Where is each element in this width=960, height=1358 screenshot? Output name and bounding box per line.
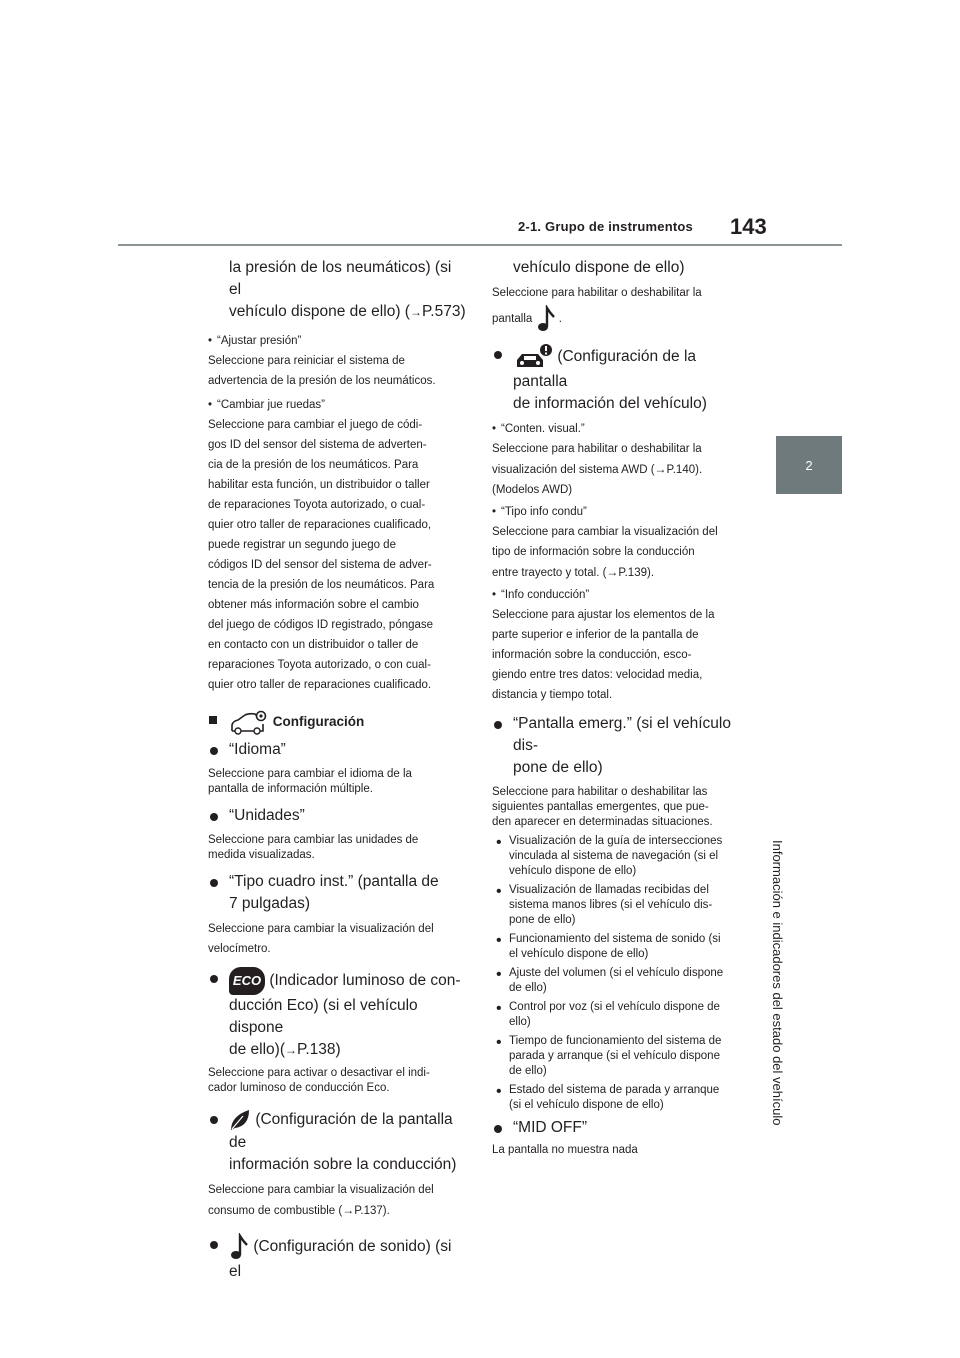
body-line: pantalla . [492,303,750,335]
list-line: • Ajuste del volumen (si el vehículo dispone [509,967,724,979]
section-title: 2-1. Grupo de instrumentos [518,219,693,234]
list-item [492,1000,750,1030]
body-line: cador luminoso de conducción Eco. [208,1082,390,1095]
body-line: Seleccione para habilitar o deshabilitar las [492,786,708,798]
option-title: pone de ello) [513,759,603,776]
list-line: parada y arranque (si el vehículo dispone [509,1050,720,1062]
page-number: 143 [730,214,767,239]
body-line: velocímetro. [208,943,271,956]
body-line: Seleccione para cambiar el idioma de la [208,768,412,781]
list-item [492,1034,750,1079]
list-item [492,966,750,996]
page-ref-link[interactable]: P.139). [618,567,655,579]
body-line: advertencia de la presión de los neumáticos. [208,375,436,387]
subsection-title: • “Conten. visual.” [492,419,750,439]
body-line: Seleccione para cambiar la visualización del [492,526,718,538]
page-ref-link[interactable]: P.140). [666,464,703,476]
option-title: de ello)(→P.138) [229,1041,341,1059]
arrow-icon: → [342,1203,355,1218]
option-title: “MID OFF” [492,1117,750,1139]
option-title: ECO (Indicador luminoso de con- [208,967,466,995]
list-line: vehículo dispone de ello) [509,865,637,877]
body-line: den aparecer en determinadas situaciones. [492,816,713,828]
list-line: • Estado del sistema de parada y arranque [509,1084,720,1096]
option-title: (Configuración de sonido) (si el [208,1233,466,1283]
list-line: • Funcionamiento del sistema de sonido (si [509,933,721,945]
body-line: obtener más información sobre el cambio [208,599,419,611]
body-line: La pantalla no muestra nada [492,1144,638,1156]
body-line: parte superior e inferior de la pantalla de [492,629,699,641]
intro-line: la presión de los neumáticos) (si el [229,259,452,298]
body-line: Seleccione para habilitar o deshabilitar la [492,443,702,455]
car-settings-icon [229,709,269,735]
list-item [492,932,750,962]
body-line: Seleccione para cambiar el juego de códi- [208,419,423,431]
option-title: información sobre la conducción) [229,1156,457,1174]
option-title: “Pantalla emerg.” (si el vehículo dis- [492,713,750,757]
list-item [492,834,750,879]
arrow-icon: → [654,462,667,476]
list-line: • Tiempo de funcionamiento del sistema de [509,1035,722,1047]
arrow-icon: → [409,305,422,319]
option-title: 7 pulgadas) [229,895,311,913]
body-line: reparaciones Toyota autorizado, o con cual- [208,659,431,671]
option-title: vehículo dispone de ello) [513,259,685,276]
list-line: vinculada al sistema de navegación (si el [509,850,719,862]
body-line: consumo de combustible (→P.137). [208,1203,390,1218]
list-line: • Visualización de llamadas recibidas del [509,884,709,896]
list-line: pone de ello) [509,914,576,926]
body-line: del juego de códigos ID registrado, póngase [208,619,434,631]
body-line: giendo entre tres datos: velocidad media, [492,669,703,681]
music-note-icon [229,1233,249,1261]
list-line: sistema manos libres (si el vehículo dis- [509,899,713,911]
body-line: quier otro taller de reparaciones cualificado. [208,679,432,691]
option-title: ducción Eco) (si el vehículo dispone [229,997,418,1037]
config-heading: Configuración [208,709,466,735]
body-line: tencia de la presión de los neumáticos. Para [208,579,435,591]
list-line: • Control por voz (si el vehículo dispone de [509,1001,720,1013]
list-line: de ello) [509,982,547,994]
arrow-icon: → [606,565,619,579]
body-line: quier otro taller de reparaciones cualificado, [208,519,432,531]
chapter-number: 2 [805,457,813,473]
body-line: distancia y tiempo total. [492,689,613,701]
body-line: tipo de información sobre la conducción [492,546,695,558]
right-column [492,257,750,1158]
list-line: ello) [509,1016,531,1028]
music-note-icon [536,305,556,333]
header-rule [118,244,842,246]
list-line: el vehículo dispone de ello) [509,948,649,960]
body-line: cia de la presión de los neumáticos. Para [208,459,419,471]
list-line: (si el vehículo dispone de ello) [509,1099,664,1111]
subsection-title: • “Cambiar jue ruedas” [208,395,466,415]
option-title: “Unidades” [208,805,466,827]
subsection-title: • “Ajustar presión” [208,331,466,351]
leaf-icon [229,1108,251,1132]
body-line: información sobre la conducción, esco- [492,649,692,661]
arrow-icon: → [285,1043,297,1058]
page-ref-link[interactable]: P.138) [297,1041,341,1059]
body-line: pantalla de información múltiple. [208,783,373,796]
chapter-tab [776,436,842,494]
option-title: de información del vehículo) [513,395,707,412]
vehicle-info-icon [513,343,553,371]
body-line: habilitar esta función, un distribuidor o taller [208,479,430,491]
list-line: • Visualización de la guía de intersecciones [509,835,723,847]
option-title: (Configuración de la pantalla de [208,1108,466,1154]
body-line: Seleccione para cambiar la visualización del [208,1184,434,1197]
intro-line: vehículo dispone de ello) (→P.573) [229,303,466,320]
eco-icon: ECO [229,967,265,995]
left-column [208,257,466,1283]
body-line: gos ID del sensor del sistema de adverten- [208,439,427,451]
body-line: visualización del sistema AWD (→P.140). [492,462,703,476]
body-line: (Modelos AWD) [492,484,573,496]
chapter-title: Información e indicadores del estado del vehículo [770,840,785,1126]
list-item [492,883,750,928]
option-title: “Tipo cuadro inst.” (pantalla de [208,871,466,893]
body-line: Seleccione para cambiar la visualización del [208,923,434,936]
option-title: (Configuración de la pantalla [492,343,750,393]
body-line: Seleccione para activar o desactivar el indi- [208,1067,430,1080]
subsection-title: • “Tipo info condu” [492,502,750,522]
subsection-title: • “Info conducción” [492,585,750,605]
body-line: medida visualizadas. [208,849,315,862]
list-line: de ello) [509,1065,547,1077]
body-line: puede registrar un segundo juego de [208,539,396,551]
body-line: Seleccione para ajustar los elementos de la [492,609,715,621]
option-title: “Idioma” [208,739,466,761]
page-ref-link[interactable]: P.137). [354,1205,390,1218]
body-line: Seleccione para cambiar las unidades de [208,834,419,847]
body-line: de reparaciones Toyota autorizado, o cual- [208,499,426,511]
body-line: en contacto con un distribuidor o taller de [208,639,419,651]
body-line: entre trayecto y total. (→P.139). [492,565,655,579]
list-item [492,1083,750,1113]
body-line: Seleccione para habilitar o deshabilitar la [492,287,702,299]
body-line: siguientes pantallas emergentes, que pue- [492,801,709,813]
page-ref-link[interactable]: P.573) [421,303,466,320]
body-line: Seleccione para reiniciar el sistema de [208,355,405,367]
body-line: códigos ID del sensor del sistema de adver- [208,559,432,571]
